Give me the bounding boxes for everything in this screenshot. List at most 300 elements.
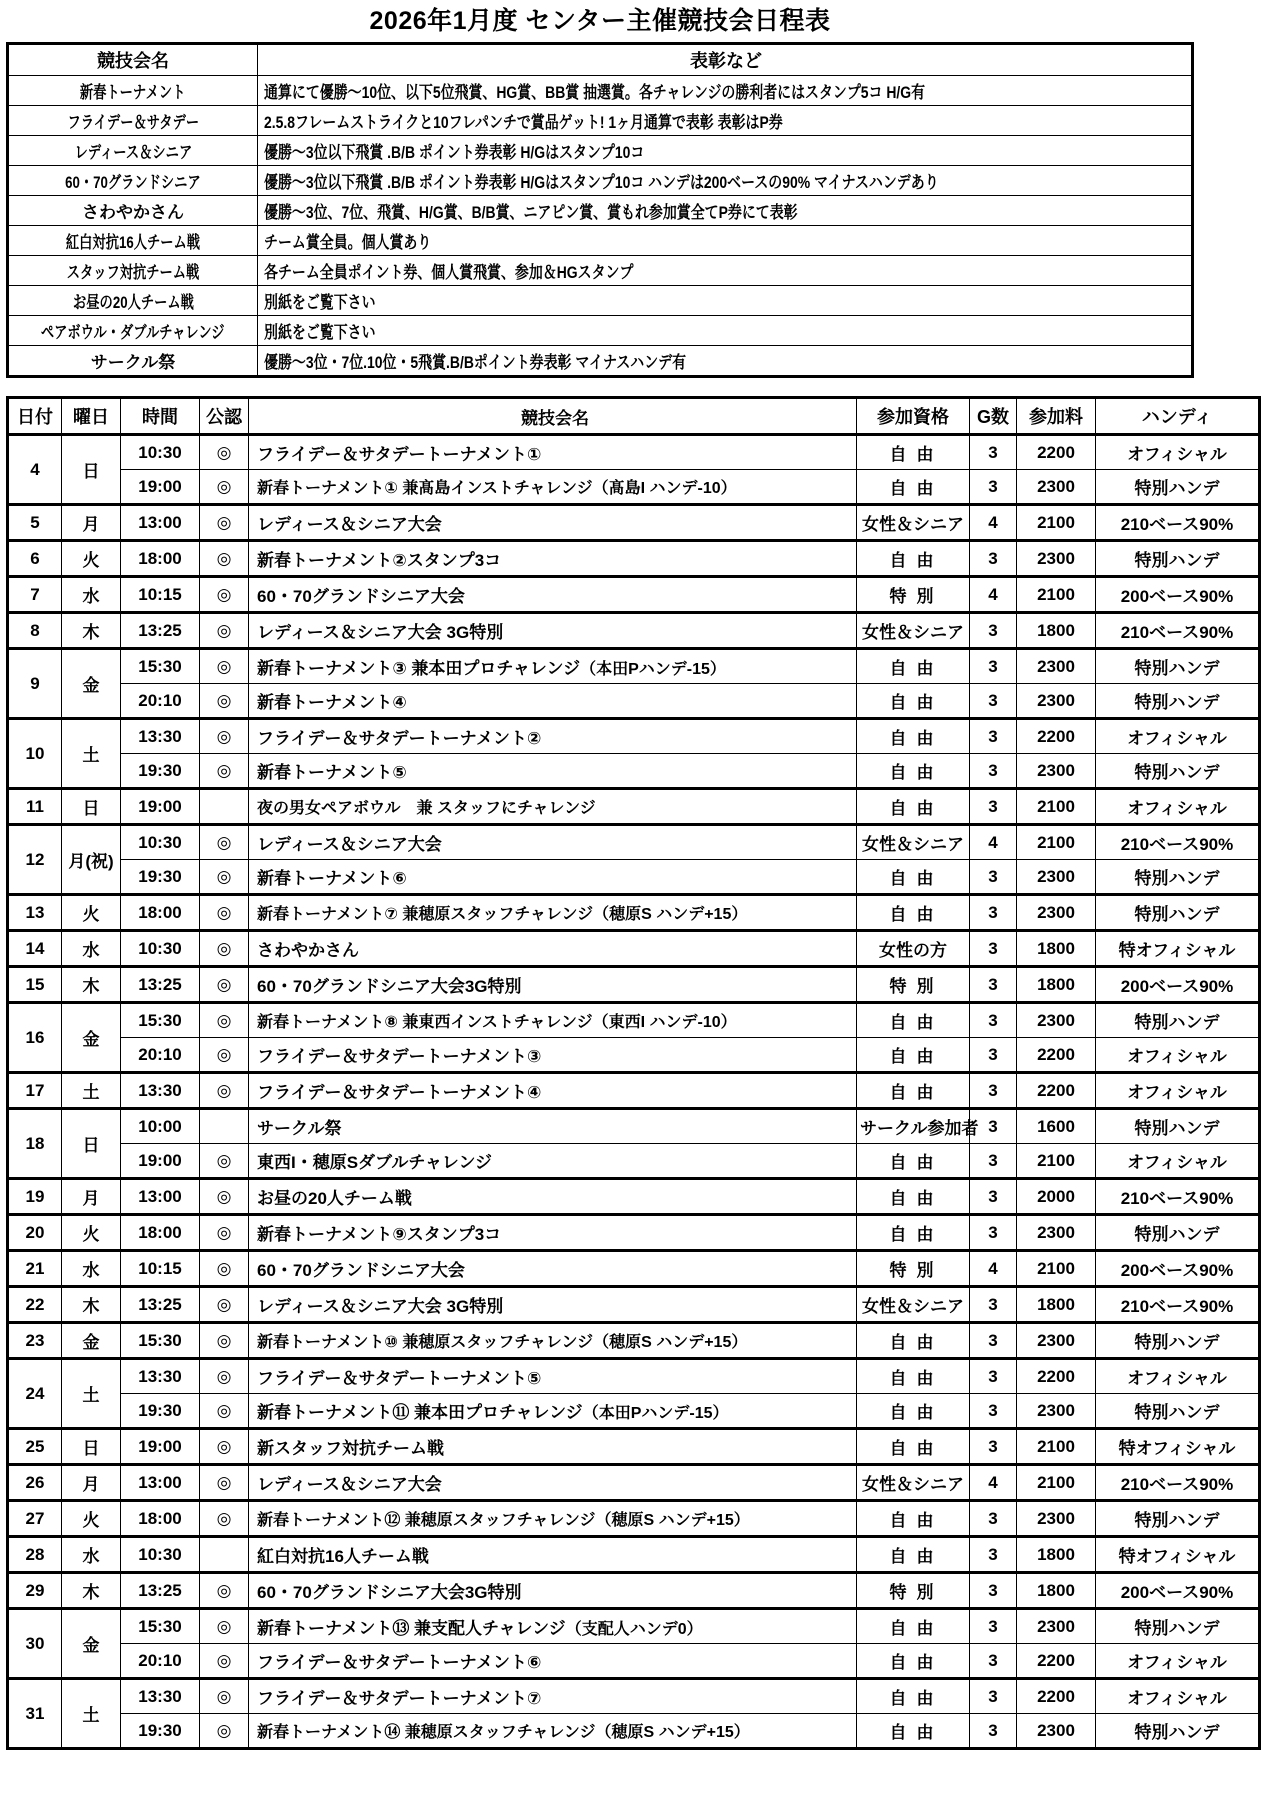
awards-header-desc: 表彰など [258, 44, 1193, 76]
schedule-header-date: 日付 [8, 398, 62, 435]
official-mark-icon: ◎ [200, 1179, 249, 1215]
schedule-row [8, 1714, 1260, 1749]
official-mark-icon: ◎ [200, 1144, 249, 1179]
official-mark-icon: ◎ [200, 1394, 249, 1429]
schedule-cell-time: 15:30 [121, 1323, 200, 1359]
official-mark-icon: ◎ [200, 1003, 249, 1038]
schedule-cell-time: 13:00 [121, 505, 200, 541]
awards-table-header [8, 44, 1193, 76]
awards-row [8, 166, 1193, 196]
schedule-cell-games: 3 [970, 1394, 1017, 1429]
official-mark-icon: ◎ [200, 1215, 249, 1251]
schedule-cell-name: レディース＆シニア大会 [249, 505, 857, 541]
schedule-cell-fee: 1800 [1017, 613, 1096, 649]
schedule-cell-games: 3 [970, 435, 1017, 470]
schedule-row [8, 1394, 1260, 1429]
schedule-cell-handicap: 特別ハンデ [1096, 1109, 1260, 1144]
schedule-cell-eligibility: 自由 [857, 435, 970, 470]
schedule-cell-handicap: 200ベース90% [1096, 1251, 1260, 1287]
schedule-cell-dow: 金 [62, 1323, 121, 1359]
schedule-cell-fee: 2100 [1017, 505, 1096, 541]
schedule-cell-games: 4 [970, 1465, 1017, 1501]
schedule-cell-time: 19:30 [121, 754, 200, 789]
schedule-row [8, 684, 1260, 719]
official-mark-icon: ◎ [200, 577, 249, 613]
schedule-row [8, 1501, 1260, 1537]
awards-header-row [8, 44, 1193, 76]
schedule-cell-time: 15:30 [121, 649, 200, 684]
schedule-cell-fee: 2300 [1017, 1714, 1096, 1749]
schedule-cell-handicap: 210ベース90% [1096, 1465, 1260, 1501]
schedule-cell-name: 新春トーナメント⑤ [249, 754, 857, 789]
schedule-cell-date: 21 [8, 1251, 62, 1287]
schedule-cell-time: 13:30 [121, 1073, 200, 1109]
schedule-cell-eligibility: 自由 [857, 1003, 970, 1038]
schedule-cell-games: 3 [970, 860, 1017, 895]
schedule-row [8, 789, 1260, 825]
schedule-cell-handicap: 特オフィシャル [1096, 931, 1260, 967]
schedule-cell-handicap: オフィシャル [1096, 719, 1260, 754]
schedule-cell-time: 10:30 [121, 435, 200, 470]
schedule-cell-time: 13:30 [121, 1359, 200, 1394]
schedule-cell-fee: 2100 [1017, 1144, 1096, 1179]
schedule-cell-date: 16 [8, 1003, 62, 1073]
schedule-cell-name: 新スタッフ対抗チーム戦 [249, 1429, 857, 1465]
schedule-cell-fee: 2300 [1017, 684, 1096, 719]
schedule-cell-official [200, 789, 249, 825]
schedule-row [8, 649, 1260, 684]
schedule-cell-games: 3 [970, 1003, 1017, 1038]
schedule-cell-handicap: 特別ハンデ [1096, 1501, 1260, 1537]
schedule-cell-time: 13:00 [121, 1179, 200, 1215]
schedule-cell-name-challenge: （髙島I ハンデ-10） [592, 480, 737, 497]
schedule-cell-eligibility: 自由 [857, 719, 970, 754]
schedule-cell-handicap: 200ベース90% [1096, 1573, 1260, 1609]
schedule-cell-date: 26 [8, 1465, 62, 1501]
schedule-cell-eligibility: 女性＆シニア [857, 1465, 970, 1501]
schedule-row [8, 541, 1260, 577]
schedule-cell-time: 20:10 [121, 1644, 200, 1679]
schedule-cell-date: 30 [8, 1609, 62, 1679]
schedule-cell-time: 19:00 [121, 1144, 200, 1179]
schedule-cell-name-challenge: （穂原S ハンデ+15） [595, 1512, 750, 1529]
schedule-table-body [8, 435, 1260, 1749]
schedule-cell-games: 3 [970, 1323, 1017, 1359]
schedule-cell-time: 13:25 [121, 1287, 200, 1323]
schedule-cell-fee: 2300 [1017, 1394, 1096, 1429]
schedule-cell-eligibility: 自由 [857, 1537, 970, 1573]
schedule-cell-eligibility: 自由 [857, 649, 970, 684]
schedule-header-games: G数 [970, 398, 1017, 435]
schedule-cell-dow: 土 [62, 719, 121, 789]
schedule-cell-official [200, 1537, 249, 1573]
schedule-cell-games: 4 [970, 577, 1017, 613]
awards-row [8, 196, 1193, 226]
schedule-cell-time: 20:10 [121, 1038, 200, 1073]
schedule-cell-games: 3 [970, 1144, 1017, 1179]
official-mark-icon: ◎ [200, 895, 249, 931]
schedule-cell-fee: 2300 [1017, 1215, 1096, 1251]
schedule-cell-eligibility: 特別 [857, 1251, 970, 1287]
official-mark-icon: ◎ [200, 541, 249, 577]
schedule-cell-time: 15:30 [121, 1609, 200, 1644]
schedule-cell-name: 紅白対抗16人チーム戦 [249, 1537, 857, 1573]
schedule-cell-games: 3 [970, 1359, 1017, 1394]
official-mark-icon: ◎ [200, 505, 249, 541]
schedule-cell-date: 7 [8, 577, 62, 613]
schedule-row [8, 1003, 1260, 1038]
schedule-cell-games: 3 [970, 1038, 1017, 1073]
schedule-cell-name-challenge: （東西I ハンデ-10） [592, 1014, 737, 1031]
awards-row-desc: 別紙をご覧下さい [258, 286, 1193, 316]
schedule-cell-time: 19:00 [121, 789, 200, 825]
schedule-cell-games: 3 [970, 1714, 1017, 1749]
schedule-cell-dow: 水 [62, 931, 121, 967]
schedule-cell-games: 3 [970, 895, 1017, 931]
awards-row [8, 106, 1193, 136]
schedule-row [8, 825, 1260, 860]
schedule-cell-date: 25 [8, 1429, 62, 1465]
schedule-cell-games: 3 [970, 1573, 1017, 1609]
schedule-cell-dow: 日 [62, 435, 121, 505]
official-mark-icon: ◎ [200, 1609, 249, 1644]
schedule-row [8, 1038, 1260, 1073]
page-title: 2026年1月度 センター主催競技会日程表 [369, 7, 831, 35]
schedule-cell-dow: 火 [62, 895, 121, 931]
schedule-cell-time: 13:25 [121, 1573, 200, 1609]
schedule-header-eligibility: 参加資格 [857, 398, 970, 435]
schedule-cell-eligibility: 自由 [857, 1179, 970, 1215]
schedule-table-header [8, 398, 1260, 435]
schedule-cell-eligibility: 特別 [857, 967, 970, 1003]
schedule-cell-handicap: 特別ハンデ [1096, 541, 1260, 577]
schedule-cell-name: 新春トーナメント⑬ 兼支配人チャレンジ（支配人ハンデ0） [249, 1609, 857, 1644]
schedule-cell-time: 13:30 [121, 719, 200, 754]
schedule-header-row [8, 398, 1260, 435]
schedule-row [8, 1609, 1260, 1644]
schedule-row [8, 1109, 1260, 1144]
schedule-cell-eligibility: 女性＆シニア [857, 1287, 970, 1323]
awards-row-name: スタッフ対抗チーム戦 [8, 256, 258, 286]
official-mark-icon: ◎ [200, 1251, 249, 1287]
schedule-cell-name: 新春トーナメント⑧ 兼東西インストチャレンジ（東西I ハンデ-10） [249, 1003, 857, 1038]
schedule-cell-fee: 2200 [1017, 1359, 1096, 1394]
schedule-cell-time: 19:30 [121, 1714, 200, 1749]
schedule-cell-games: 3 [970, 684, 1017, 719]
schedule-header-name: 競技会名 [249, 398, 857, 435]
schedule-header-dow: 曜日 [62, 398, 121, 435]
schedule-cell-official [200, 1109, 249, 1144]
schedule-cell-date: 23 [8, 1323, 62, 1359]
schedule-cell-name: 新春トーナメント④ [249, 684, 857, 719]
official-mark-icon: ◎ [200, 435, 249, 470]
schedule-cell-fee: 2200 [1017, 1038, 1096, 1073]
schedule-cell-date: 18 [8, 1109, 62, 1179]
schedule-cell-eligibility: 自由 [857, 860, 970, 895]
schedule-cell-games: 3 [970, 1679, 1017, 1714]
schedule-cell-date: 17 [8, 1073, 62, 1109]
awards-row-name: お昼の20人チーム戦 [8, 286, 258, 316]
schedule-cell-date: 8 [8, 613, 62, 649]
schedule-cell-name: レディース＆シニア大会 [249, 825, 857, 860]
schedule-cell-eligibility: 女性＆シニア [857, 613, 970, 649]
awards-row-name: 紅白対抗16人チーム戦 [8, 226, 258, 256]
schedule-cell-eligibility: 自由 [857, 1501, 970, 1537]
schedule-cell-time: 10:00 [121, 1109, 200, 1144]
schedule-cell-handicap: 特別ハンデ [1096, 470, 1260, 505]
schedule-cell-time: 10:15 [121, 577, 200, 613]
schedule-cell-time: 18:00 [121, 541, 200, 577]
schedule-cell-name-challenge: （本田Pハンデ-15） [582, 1405, 729, 1422]
schedule-cell-handicap: 210ベース90% [1096, 1179, 1260, 1215]
schedule-cell-fee: 2300 [1017, 470, 1096, 505]
official-mark-icon: ◎ [200, 649, 249, 684]
schedule-cell-fee: 2000 [1017, 1179, 1096, 1215]
schedule-cell-eligibility: 自由 [857, 1073, 970, 1109]
awards-row-desc: 別紙をご覧下さい [258, 316, 1193, 346]
schedule-cell-handicap: 特別ハンデ [1096, 895, 1260, 931]
schedule-cell-dow: 日 [62, 789, 121, 825]
schedule-cell-dow: 木 [62, 967, 121, 1003]
official-mark-icon: ◎ [200, 931, 249, 967]
official-mark-icon: ◎ [200, 1287, 249, 1323]
schedule-cell-name: 新春トーナメント③ 兼本田プロチャレンジ（本田Pハンデ-15） [249, 649, 857, 684]
official-mark-icon: ◎ [200, 1429, 249, 1465]
schedule-cell-eligibility: 自由 [857, 470, 970, 505]
schedule-cell-fee: 2100 [1017, 789, 1096, 825]
official-mark-icon: ◎ [200, 1501, 249, 1537]
schedule-cell-eligibility: 自由 [857, 1394, 970, 1429]
schedule-cell-fee: 2200 [1017, 719, 1096, 754]
schedule-cell-time: 10:30 [121, 1537, 200, 1573]
schedule-cell-name: 新春トーナメント⑫ 兼穂原スタッフチャレンジ（穂原S ハンデ+15） [249, 1501, 857, 1537]
schedule-cell-date: 11 [8, 789, 62, 825]
awards-row-desc: 通算にて優勝～10位、以下5位飛賞、HG賞、BB賞 抽選賞。各チャレンジの勝利者にはスタンプ5コ H/G有 [258, 76, 1193, 106]
schedule-cell-time: 18:00 [121, 1215, 200, 1251]
schedule-cell-time: 19:30 [121, 860, 200, 895]
schedule-cell-fee: 2300 [1017, 649, 1096, 684]
schedule-cell-fee: 2300 [1017, 895, 1096, 931]
schedule-cell-date: 24 [8, 1359, 62, 1429]
schedule-row [8, 1144, 1260, 1179]
schedule-cell-time: 15:30 [121, 1003, 200, 1038]
schedule-row [8, 613, 1260, 649]
schedule-cell-time: 13:30 [121, 1679, 200, 1714]
schedule-cell-time: 13:00 [121, 1465, 200, 1501]
schedule-cell-games: 3 [970, 1215, 1017, 1251]
schedule-cell-games: 3 [970, 1287, 1017, 1323]
schedule-cell-name: フライデー＆サタデートーナメント② [249, 719, 857, 754]
schedule-cell-eligibility: 自由 [857, 1644, 970, 1679]
schedule-row [8, 931, 1260, 967]
schedule-cell-name: レディース＆シニア大会 [249, 1465, 857, 1501]
schedule-cell-date: 4 [8, 435, 62, 505]
awards-row-name: フライデー＆サタデー [8, 106, 258, 136]
schedule-cell-date: 27 [8, 1501, 62, 1537]
schedule-cell-name-challenge: （穂原S ハンデ+15） [593, 906, 748, 923]
schedule-cell-eligibility: 自由 [857, 1144, 970, 1179]
schedule-cell-name: フライデー＆サタデートーナメント④ [249, 1073, 857, 1109]
schedule-row [8, 1359, 1260, 1394]
awards-row [8, 346, 1193, 377]
schedule-cell-name: レディース＆シニア大会 3G特別 [249, 1287, 857, 1323]
schedule-cell-dow: 金 [62, 1003, 121, 1073]
schedule-cell-date: 9 [8, 649, 62, 719]
schedule-cell-eligibility: 特別 [857, 1573, 970, 1609]
schedule-row [8, 1323, 1260, 1359]
schedule-cell-handicap: 200ベース90% [1096, 967, 1260, 1003]
schedule-cell-dow: 土 [62, 1073, 121, 1109]
schedule-cell-fee: 2200 [1017, 1644, 1096, 1679]
schedule-cell-handicap: オフィシャル [1096, 1144, 1260, 1179]
awards-row [8, 226, 1193, 256]
schedule-cell-name: フライデー＆サタデートーナメント① [249, 435, 857, 470]
schedule-cell-fee: 1600 [1017, 1109, 1096, 1144]
schedule-cell-name: 60・70グランドシニア大会3G特別 [249, 967, 857, 1003]
schedule-cell-handicap: 210ベース90% [1096, 825, 1260, 860]
schedule-cell-dow: 金 [62, 649, 121, 719]
official-mark-icon: ◎ [200, 470, 249, 505]
schedule-cell-handicap: オフィシャル [1096, 1073, 1260, 1109]
schedule-cell-dow: 水 [62, 1537, 121, 1573]
schedule-cell-name-challenge: （穂原S ハンデ+15） [595, 1724, 750, 1741]
schedule-cell-time: 10:30 [121, 931, 200, 967]
schedule-row [8, 1073, 1260, 1109]
schedule-cell-eligibility: 自由 [857, 684, 970, 719]
schedule-cell-games: 4 [970, 1251, 1017, 1287]
schedule-cell-dow: 土 [62, 1679, 121, 1749]
schedule-cell-eligibility: 自由 [857, 541, 970, 577]
schedule-cell-eligibility: 自由 [857, 1323, 970, 1359]
schedule-cell-date: 19 [8, 1179, 62, 1215]
official-mark-icon: ◎ [200, 1714, 249, 1749]
schedule-cell-handicap: 210ベース90% [1096, 613, 1260, 649]
schedule-cell-handicap: 特別ハンデ [1096, 1714, 1260, 1749]
schedule-cell-dow: 月 [62, 1465, 121, 1501]
schedule-cell-date: 10 [8, 719, 62, 789]
schedule-cell-handicap: 特オフィシャル [1096, 1537, 1260, 1573]
official-mark-icon: ◎ [200, 684, 249, 719]
schedule-cell-name: 新春トーナメント②スタンプ3コ [249, 541, 857, 577]
schedule-row [8, 895, 1260, 931]
schedule-cell-eligibility: 女性の方 [857, 931, 970, 967]
schedule-row [8, 470, 1260, 505]
schedule-row [8, 1644, 1260, 1679]
awards-row-desc: 優勝～3位以下飛賞 .B/B ポイント券表彰 H/Gはスタンプ10コ ハンデは200ベースの90% マイナスハンデあり [258, 166, 1193, 196]
schedule-cell-handicap: オフィシャル [1096, 1359, 1260, 1394]
schedule-cell-games: 3 [970, 1501, 1017, 1537]
schedule-row [8, 719, 1260, 754]
schedule-cell-handicap: オフィシャル [1096, 789, 1260, 825]
schedule-cell-time: 10:15 [121, 1251, 200, 1287]
official-mark-icon: ◎ [200, 754, 249, 789]
schedule-cell-dow: 日 [62, 1429, 121, 1465]
schedule-cell-name: 新春トーナメント⑩ 兼穂原スタッフチャレンジ（穂原S ハンデ+15） [249, 1323, 857, 1359]
schedule-table [6, 396, 1261, 1750]
schedule-cell-fee: 1800 [1017, 1287, 1096, 1323]
schedule-cell-eligibility: 自由 [857, 895, 970, 931]
awards-table-body [8, 76, 1193, 377]
awards-row-desc: 優勝～3位、7位、飛賞、H/G賞、B/B賞、ニアピン賞、賞もれ参加賞全てP券にて表彰 [258, 196, 1193, 226]
schedule-cell-handicap: オフィシャル [1096, 1644, 1260, 1679]
schedule-cell-time: 18:00 [121, 1501, 200, 1537]
schedule-cell-eligibility: 自由 [857, 1714, 970, 1749]
schedule-cell-games: 3 [970, 1537, 1017, 1573]
schedule-cell-eligibility: 自由 [857, 1679, 970, 1714]
schedule-row [8, 1215, 1260, 1251]
schedule-cell-fee: 2100 [1017, 1465, 1096, 1501]
official-mark-icon: ◎ [200, 1644, 249, 1679]
awards-row-name: ペアボウル・ダブルチャレンジ [8, 316, 258, 346]
schedule-cell-date: 31 [8, 1679, 62, 1749]
schedule-cell-fee: 1800 [1017, 967, 1096, 1003]
schedule-cell-games: 3 [970, 1073, 1017, 1109]
awards-table [6, 42, 1194, 378]
schedule-header-official: 公認 [200, 398, 249, 435]
schedule-cell-eligibility: 女性＆シニア [857, 825, 970, 860]
schedule-row [8, 505, 1260, 541]
schedule-cell-time: 19:00 [121, 470, 200, 505]
schedule-cell-name: 新春トーナメント⑭ 兼穂原スタッフチャレンジ（穂原S ハンデ+15） [249, 1714, 857, 1749]
schedule-cell-dow: 月 [62, 505, 121, 541]
schedule-cell-name: 新春トーナメント⑨スタンプ3コ [249, 1215, 857, 1251]
awards-row-desc: 2.5.8フレームストライクと10フレパンチで賞品ゲット! 1ヶ月通算で表彰 表彰はP券 [258, 106, 1193, 136]
schedule-cell-eligibility: 自由 [857, 789, 970, 825]
awards-row [8, 76, 1193, 106]
awards-header-name: 競技会名 [8, 44, 258, 76]
official-mark-icon: ◎ [200, 1323, 249, 1359]
schedule-cell-eligibility: 自由 [857, 1215, 970, 1251]
official-mark-icon: ◎ [200, 1679, 249, 1714]
schedule-cell-games: 3 [970, 1609, 1017, 1644]
official-mark-icon: ◎ [200, 719, 249, 754]
awards-row-name: さわやかさん [8, 196, 258, 226]
schedule-row [8, 860, 1260, 895]
awards-row-name: 60・70グランドシニア [8, 166, 258, 196]
schedule-cell-handicap: 210ベース90% [1096, 505, 1260, 541]
schedule-cell-name-challenge: （本田Pハンデ-15） [580, 661, 726, 678]
schedule-cell-dow: 金 [62, 1609, 121, 1679]
schedule-cell-name: 新春トーナメント⑪ 兼本田プロチャレンジ（本田Pハンデ-15） [249, 1394, 857, 1429]
schedule-cell-eligibility: 特別 [857, 577, 970, 613]
official-mark-icon: ◎ [200, 1038, 249, 1073]
schedule-cell-handicap: 特別ハンデ [1096, 754, 1260, 789]
schedule-cell-name: お昼の20人チーム戦 [249, 1179, 857, 1215]
schedule-cell-name: 新春トーナメント① 兼髙島インストチャレンジ（髙島I ハンデ-10） [249, 470, 857, 505]
schedule-cell-eligibility: 自由 [857, 754, 970, 789]
schedule-cell-eligibility: 女性＆シニア [857, 505, 970, 541]
awards-row-desc: 優勝～3位・7位.10位・5飛賞.B/Bポイント券表彰 マイナスハンデ有 [258, 346, 1193, 377]
schedule-cell-date: 5 [8, 505, 62, 541]
schedule-cell-name: フライデー＆サタデートーナメント③ [249, 1038, 857, 1073]
schedule-cell-handicap: 特別ハンデ [1096, 860, 1260, 895]
schedule-cell-date: 13 [8, 895, 62, 931]
schedule-cell-eligibility: サークル参加者 [857, 1109, 970, 1144]
schedule-cell-fee: 1800 [1017, 1537, 1096, 1573]
schedule-cell-handicap: 特別ハンデ [1096, 1323, 1260, 1359]
schedule-row [8, 1429, 1260, 1465]
schedule-cell-games: 3 [970, 613, 1017, 649]
schedule-cell-games: 3 [970, 931, 1017, 967]
schedule-cell-fee: 2300 [1017, 541, 1096, 577]
schedule-cell-dow: 月(祝) [62, 825, 121, 895]
schedule-cell-games: 3 [970, 1179, 1017, 1215]
schedule-cell-games: 4 [970, 825, 1017, 860]
schedule-cell-date: 12 [8, 825, 62, 895]
schedule-cell-name: レディース＆シニア大会 3G特別 [249, 613, 857, 649]
awards-row-desc: チーム賞全員。個人賞あり [258, 226, 1193, 256]
schedule-cell-name: フライデー＆サタデートーナメント⑦ [249, 1679, 857, 1714]
